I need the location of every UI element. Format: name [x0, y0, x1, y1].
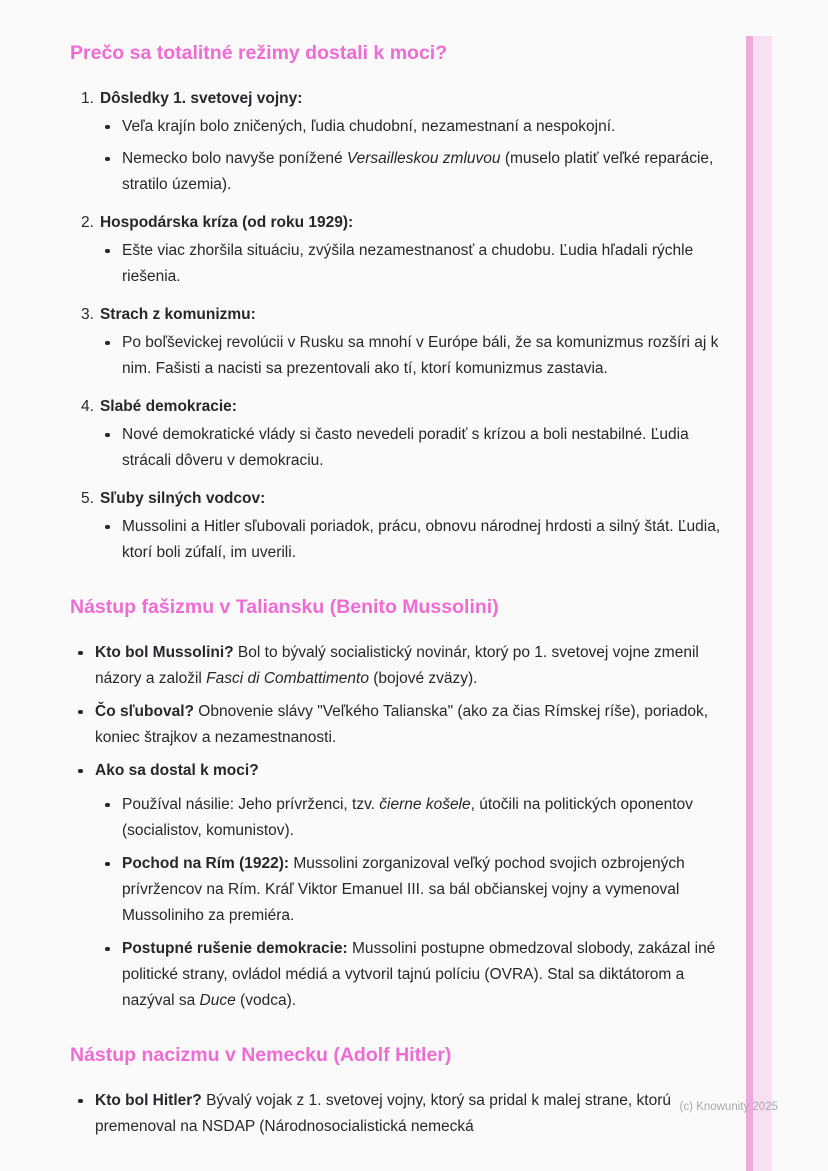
- text: Bol to bývalý socialistický novinár, ktorý po 1. svetovej vojne zmenil názory a založil: [95, 644, 699, 687]
- bold-text: Slabé demokracie:: [99, 398, 237, 415]
- sub-bullet-item: [70, 422, 730, 474]
- italic-text: Duce: [199, 992, 236, 1009]
- document-content: [70, 40, 730, 1147]
- text: Nové demokratické vlády si často nevedeli poradiť s krízou a boli nestabilné. Ľudia strácali dôveru v demokraciu.: [122, 426, 689, 469]
- text: Mussolini zorganizoval veľký pochod svojich ozbrojených prívržencov na Rím. Kráľ Viktor Emanuel III. sa bál občianskej vojny a vymenoval Mussoliniho za premiéra.: [122, 855, 685, 924]
- numbered-list: [70, 86, 730, 566]
- sub-bullet-list: [70, 330, 730, 382]
- sub-bullet-item: [70, 330, 730, 382]
- item-number: 4.: [81, 398, 94, 415]
- italic-text: Fasci di Combattimento: [206, 670, 369, 687]
- bold-text: Dôsledky 1. svetovej vojny:: [99, 90, 303, 107]
- sub-bullet-list: [70, 422, 730, 474]
- numbered-item: [70, 486, 730, 566]
- bold-text: Hospodárska kríza (od roku 1929):: [99, 214, 354, 231]
- bullet-item: [70, 1088, 730, 1140]
- text: Bývalý vojak z 1. svetovej vojny, ktorý sa pridal k malej strane, ktorú premenoval na NSDAP (Národnosocialistická nemecká: [95, 1092, 671, 1135]
- bullet-list: [70, 1088, 730, 1140]
- numbered-item: [70, 210, 730, 290]
- section-title: Nástup fašizmu v Taliansku (Benito Mussolini): [70, 596, 499, 618]
- nested-bullet-item: [95, 851, 730, 929]
- numbered-item-label: [70, 210, 730, 236]
- bullet-item: [70, 640, 730, 692]
- italic-text: Versailleskou zmluvou: [346, 150, 501, 167]
- nested-bullet-item: [95, 792, 730, 844]
- text: Nemecko bolo navyše ponížené: [122, 150, 347, 167]
- side-stripe-accent: [746, 36, 753, 1171]
- sub-bullet-list: [70, 114, 730, 198]
- item-number: 2.: [81, 214, 94, 231]
- section-title: Nástup nacizmu v Nemecku (Adolf Hitler): [70, 1044, 452, 1066]
- numbered-item-label: [70, 86, 730, 112]
- item-number: 5.: [81, 490, 94, 507]
- section: [70, 594, 730, 1014]
- sub-bullet-list: [70, 514, 730, 566]
- text: (muselo platiť veľké reparácie, stratilo územia).: [122, 150, 714, 193]
- section-title: Prečo sa totalitné režimy dostali k moci?: [70, 42, 448, 64]
- side-stripe: [753, 36, 772, 1171]
- bullet-item: [70, 699, 730, 751]
- text: Používal násilie: Jeho prívrženci, tzv.: [122, 796, 380, 813]
- numbered-item-label: [70, 394, 730, 420]
- item-number: 3.: [81, 306, 94, 323]
- text: Veľa krajín bolo zničených, ľudia chudobní, nezamestnaní a nespokojní.: [122, 118, 616, 135]
- sub-bullet-item: [70, 114, 730, 140]
- bold-text: Pochod na Rím (1922):: [122, 855, 290, 872]
- text: Obnovenie slávy "Veľkého Talianska" (ako za čias Rímskej ríše), poriadok, koniec štrajkov a nezamestnanosti.: [95, 703, 709, 746]
- numbered-item-label: [70, 302, 730, 328]
- numbered-item-label: [70, 486, 730, 512]
- text: (bojové zväzy).: [368, 670, 478, 687]
- nested-bullet-list: [95, 792, 730, 1014]
- item-number: 1.: [81, 90, 94, 107]
- sub-bullet-item: [70, 514, 730, 566]
- bold-text: Kto bol Mussolini?: [95, 644, 234, 661]
- text: (vodca).: [235, 992, 297, 1009]
- text: , útočili na politických oponentov (socialistov, komunistov).: [122, 796, 693, 839]
- text: Mussolini a Hitler sľubovali poriadok, prácu, obnovu národnej hrdosti a silný štát. Ľudia, ktorí boli zúfalí, im uverili.: [122, 518, 721, 561]
- numbered-item: [70, 394, 730, 474]
- bold-text: Ako sa dostal k moci?: [95, 762, 259, 779]
- bold-text: Sľuby silných vodcov:: [99, 490, 266, 507]
- sub-bullet-list: [70, 238, 730, 290]
- text: Po boľševickej revolúcii v Rusku sa mnohí v Európe báli, že sa komunizmus rozšíri aj k nim. Fašisti a nacisti sa prezentovali ako tí, ktorí komunizmus zastavia.: [122, 334, 719, 377]
- watermark: (c) Knowunity 2025: [679, 1101, 778, 1113]
- bold-text: Strach z komunizmu:: [99, 306, 256, 323]
- numbered-item: [70, 86, 730, 198]
- bold-text: Čo sľuboval?: [95, 703, 194, 720]
- section: [70, 1042, 730, 1140]
- bold-text: Postupné rušenie demokracie:: [122, 940, 348, 957]
- section: [70, 40, 730, 566]
- bold-text: Kto bol Hitler?: [95, 1092, 202, 1109]
- numbered-item: [70, 302, 730, 382]
- bullet-list: [70, 640, 730, 1014]
- text: Ešte viac zhoršila situáciu, zvýšila nezamestnanosť a chudobu. Ľudia hľadali rýchle riešenia.: [122, 242, 694, 285]
- text: Mussolini postupne obmedzoval slobody, zakázal iné politické strany, ovládol médiá a vytvoril tajnú políciu (OVRA). Stal sa diktátorom a nazýval sa: [122, 940, 716, 1009]
- bullet-item: [70, 758, 730, 1014]
- nested-bullet-item: [95, 936, 730, 1014]
- sub-bullet-item: [70, 146, 730, 198]
- sub-bullet-item: [70, 238, 730, 290]
- italic-text: čierne košele: [379, 796, 471, 813]
